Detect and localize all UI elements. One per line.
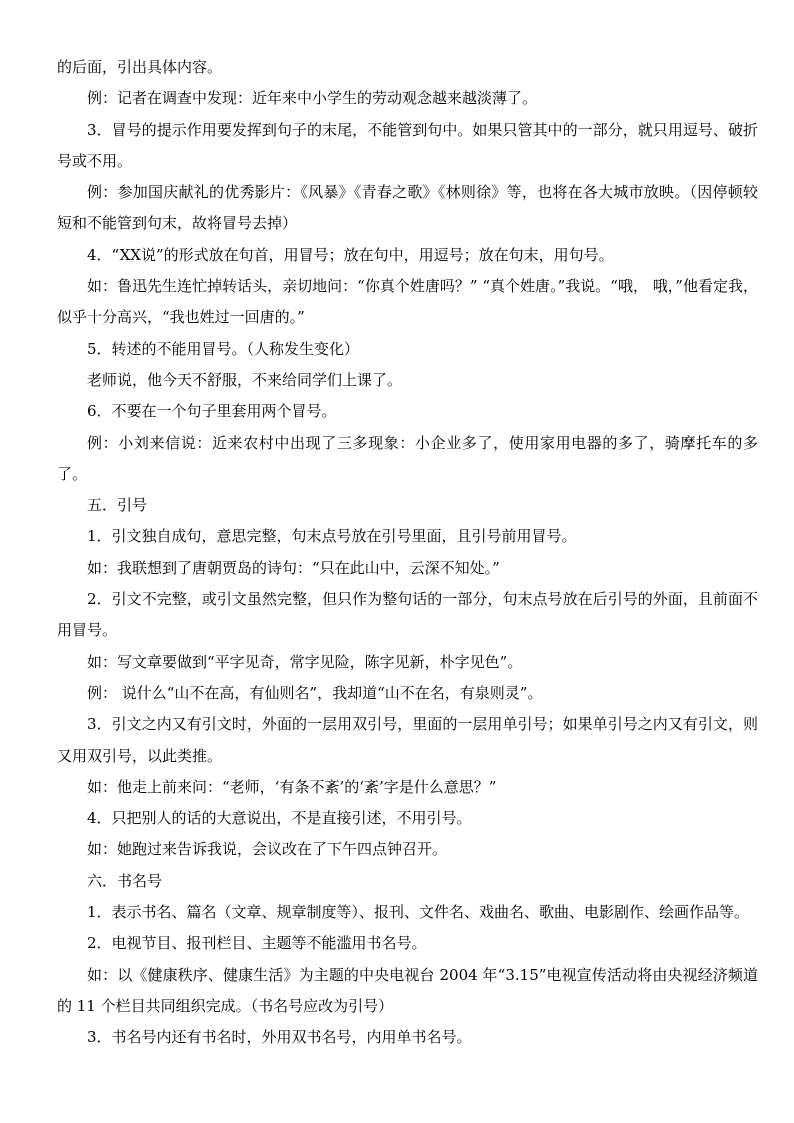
paragraph-example-mountain: 例： 说什么“山不在高，有仙则名”，我却道“山不在名，有泉则灵”。 [87, 683, 543, 702]
paragraph-example-letter: 例：小刘来信说：近来农村中出现了三多现象：小企业多了，使用家用电器的多了，骑摩托车的多了。 [57, 433, 758, 483]
section-heading-quotation-marks: 五．引号 [87, 496, 148, 515]
paragraph-colon-rule-6: 6．不要在一个句子里套用两个冒号。 [87, 402, 337, 421]
paragraph-quote-rule-3: 3．引文之内又有引文时，外面的一层用双引号，里面的一层用单引号；如果单引号之内又有引文，则又用双引号，以此类推。 [57, 715, 758, 765]
paragraph-example-nested-quote: 如：他走上前来问：“老师，‘有条不紊’的‘紊’字是什么意思？” [87, 777, 497, 796]
paragraph-example-luxun: 如：鲁迅先生连忙掉转话头，亲切地问：“你真个姓唐吗？” “真个姓唐。”我说。“哦， 哦，”他看定我，似乎十分高兴，“我也姓过一回唐的。” [57, 277, 758, 327]
paragraph-example-jiadao: 如：我联想到了唐朝贾岛的诗句：“只在此山中，云深不知处。” [87, 558, 500, 577]
paragraph-example-films: 例：参加国庆献礼的优秀影片：《风暴》《青春之歌》《林则徐》等，也将在各大城市放映。（因停顿较短和不能管到句末，故将冒号去掉） [57, 183, 758, 233]
paragraph-continuation: 的后面，引出具体内容。 [57, 58, 223, 76]
paragraph-example-teacher: 老师说，他今天不舒服，不来给同学们上课了。 [87, 370, 403, 389]
paragraph-example-writing: 如：写文章要做到“平字见奇，常字见险，陈字见新，朴字见色”。 [87, 652, 523, 671]
paragraph-colon-rule-4: 4．“XX说”的形式放在句首，用冒号；放在句中，用逗号；放在句末，用句号。 [87, 245, 614, 264]
paragraph-colon-rule-5: 5．转述的不能用冒号。（人称发生变化） [87, 339, 360, 358]
paragraph-example-labor: 例：记者在调查中发现：近年来中小学生的劳动观念越来越淡薄了。 [87, 89, 538, 108]
paragraph-title-rule-1: 1．表示书名、篇名（文章、规章制度等）、报刊、文件名、戏曲名、歌曲、电影剧作、绘画作品等。 [87, 903, 750, 922]
paragraph-example-cctv: 如：以《健康秩序、健康生活》为主题的中央电视台 2004 年“3.15”电视宣传活动将由央视经济频道的 11 个栏目共同组织完成。（书名号应改为引号） [57, 965, 758, 1015]
paragraph-quote-rule-2: 2．引文不完整，或引文虽然完整，但只作为整句话的一部分，句末点号放在后引号的外面，且前面不用冒号。 [57, 590, 758, 640]
paragraph-colon-rule-3: 3．冒号的提示作用要发挥到句子的末尾，不能管到句中。如果只管其中的一部分，就只用逗号、破折号或不用。 [57, 120, 758, 170]
paragraph-quote-rule-1: 1．引文独自成句，意思完整，句末点号放在引号里面，且引号前用冒号。 [87, 527, 577, 546]
paragraph-example-meeting: 如：她跑过来告诉我说，会议改在了下午四点钟召开。 [87, 840, 448, 859]
paragraph-title-rule-2: 2．电视节目、报刊栏目、主题等不能滥用书名号。 [87, 934, 427, 953]
paragraph-title-rule-3: 3．书名号内还有书名时，外用双书名号，内用单书名号。 [87, 1028, 472, 1047]
section-heading-title-marks: 六．书名号 [87, 871, 163, 890]
paragraph-quote-rule-4: 4．只把别人的话的大意说出，不是直接引述，不用引号。 [87, 809, 472, 828]
